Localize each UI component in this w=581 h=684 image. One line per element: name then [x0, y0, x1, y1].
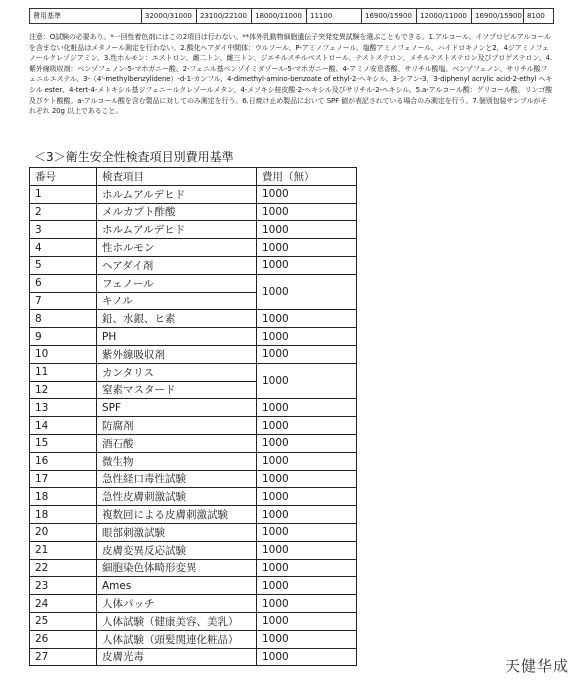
fee-standard-summary-table [29, 8, 554, 24]
table-row [30, 434, 357, 452]
table-row [30, 203, 357, 221]
row-fee: 1000 [257, 559, 357, 577]
row-item: 複数回による皮膚刺激試験 [97, 506, 257, 524]
row-item: 細胞染色体畸形変異 [97, 559, 257, 577]
row-fee: 1000 [257, 203, 357, 221]
row-fee: 1000 [257, 221, 357, 239]
row-number: 4 [30, 239, 97, 257]
row-number: 8 [30, 310, 97, 328]
table-row [30, 595, 357, 613]
row-item: 急性皮膚刺激試験 [97, 488, 257, 506]
row-fee: 1000 [257, 274, 357, 310]
row-item: フェノール [97, 274, 257, 292]
row-item: ホルムアルデヒド [97, 221, 257, 239]
row-fee: 1000 [257, 523, 357, 541]
header-fee: 費用（無） [257, 168, 357, 186]
row-number: 17 [30, 470, 97, 488]
row-fee: 1000 [257, 256, 357, 274]
table-row [30, 488, 357, 506]
row-item: 酒石酸 [97, 434, 257, 452]
row-item: 眼部刺激試験 [97, 523, 257, 541]
fee-standard-value: 18000/11000 [252, 9, 307, 24]
row-fee: 1000 [257, 577, 357, 595]
notes-text: 注意：O試験の必要あり。*一回性着色剤にはこの2項目は行わない。**体外乳動物細胞遺伝子突発変異試験を選ぶこともできる。1.アルコール、イソプロピルアルコールを含まない化粧品はメタノール測定を行わない。2.酸化ヘアダイ中間体：ウルソール、P-アミノフェノール、塩酸アミノフェノール、ハイドロキノンと2，4ジアミノフェノールクレゾジアミン。3.性ホルモン：エストロン、雌二トン、雌三トン、ジエチルスチルベストロール、テストステロン、メチルテストステロン及びプロゲステロン。4.紫外線吸収剤：ベンゾフェノン-5-マホガニー酸、2-フェニル基ベンゾイミダゾール-5-マホガニー酸、4-アミノ安息香酸、サリチル酸塩、ベンゾフェノン、サリチル酸フェニルエステル、3-（4'-methylbenzylidene）-d-1-カンフル、4-dimethyl-amino-benzoate of ethyl-2-ヘキシル、3-シアン-3，3-diphenyl acrylic acid-2-ethyl ヘキシル ester、4-tert-4-メトキシル基ジフェニールクレゾールメタン、4-メソキシ桂皮酸-2-ヘキシル及びサリチル-2-ヘキシル。5.a-アルコール酸：グリコール酸、リンゴ酸及びケト酸酸。a-アルコール酸を含む製品に対してのみ測定を行う。6.日焼け止め製品において SPF 値が表記されている場合のみ測定を行う。7.個別包装サンプルがそれぞれ 20g 以上であること。 [29, 33, 553, 116]
fee-standard-value: 32000/31000 [142, 9, 197, 24]
row-fee: 1000 [257, 648, 357, 666]
row-number: 24 [30, 595, 97, 613]
table-row [30, 630, 357, 648]
table-row [30, 399, 357, 417]
table-row [30, 239, 357, 257]
row-item: PH [97, 328, 257, 346]
row-number: 6 [30, 274, 97, 292]
table-row [30, 648, 357, 666]
row-item: ヘアダイ剤 [97, 256, 257, 274]
row-fee: 1000 [257, 417, 357, 435]
row-fee: 1000 [257, 239, 357, 257]
row-item: Ames [97, 577, 257, 595]
row-number: 10 [30, 345, 97, 363]
row-item: 皮膚光毒 [97, 648, 257, 666]
table-row [30, 506, 357, 524]
row-number: 26 [30, 630, 97, 648]
row-fee: 1000 [257, 310, 357, 328]
row-item: 人体試験（頭髪関連化粧品） [97, 630, 257, 648]
row-number: 7 [30, 292, 97, 310]
row-number: 3 [30, 221, 97, 239]
row-fee: 1000 [257, 470, 357, 488]
table-row [30, 523, 357, 541]
fee-standard-value: 16900/15900 [362, 9, 417, 24]
table-row [30, 577, 357, 595]
row-item: カンタリス [97, 363, 257, 381]
row-number: 12 [30, 381, 97, 399]
inspection-fee-table [29, 167, 357, 666]
row-item: 微生物 [97, 452, 257, 470]
row-number: 23 [30, 577, 97, 595]
table-row [30, 345, 357, 363]
row-number: 18 [30, 506, 97, 524]
row-item: メルカプト酢酸 [97, 203, 257, 221]
row-number: 15 [30, 434, 97, 452]
row-item: SPF [97, 399, 257, 417]
row-number: 21 [30, 541, 97, 559]
row-number: 5 [30, 256, 97, 274]
table-row [30, 310, 357, 328]
row-item: 防腐剤 [97, 417, 257, 435]
row-item: 皮膚変異反応試験 [97, 541, 257, 559]
table-row [30, 185, 357, 203]
row-fee: 1000 [257, 595, 357, 613]
table-row [30, 612, 357, 630]
row-fee: 1000 [257, 452, 357, 470]
row-fee: 1000 [257, 541, 357, 559]
table-row [30, 559, 357, 577]
row-item: 性ホルモン [97, 239, 257, 257]
row-number: 27 [30, 648, 97, 666]
row-fee: 1000 [257, 612, 357, 630]
row-number: 13 [30, 399, 97, 417]
table-header-row [30, 168, 357, 186]
row-fee: 1000 [257, 363, 357, 399]
row-item: キノル [97, 292, 257, 310]
header-item: 検査項目 [97, 168, 257, 186]
watermark-logo: 天健华成 [504, 657, 569, 675]
row-number: 20 [30, 523, 97, 541]
fee-standard-row [30, 9, 554, 24]
row-item: 急性経口毒性試験 [97, 470, 257, 488]
row-fee: 1000 [257, 328, 357, 346]
row-fee: 1000 [257, 399, 357, 417]
table-row [30, 328, 357, 346]
table-row [30, 221, 357, 239]
fee-standard-value: 11100 [307, 9, 362, 24]
row-number: 9 [30, 328, 97, 346]
table-row [30, 417, 357, 435]
notes-block [29, 32, 553, 117]
row-item: ホルムアルデヒド [97, 185, 257, 203]
row-number: 14 [30, 417, 97, 435]
table-row [30, 541, 357, 559]
row-number: 1 [30, 185, 97, 203]
section-title: ＜3＞衛生安全性検査項目別費用基準 [34, 150, 234, 164]
header-number: 番号 [30, 168, 97, 186]
row-item: 窒素マスタード [97, 381, 257, 399]
row-fee: 1000 [257, 630, 357, 648]
row-number: 25 [30, 612, 97, 630]
fee-standard-value: 16900/15900 [472, 9, 524, 24]
row-fee: 1000 [257, 434, 357, 452]
table-row [30, 363, 357, 381]
row-number: 11 [30, 363, 97, 381]
row-number: 18 [30, 488, 97, 506]
table-body [30, 185, 357, 666]
table-row [30, 470, 357, 488]
fee-standard-label: 費用基準 [30, 9, 142, 24]
fee-standard-value: 12000/11000 [417, 9, 472, 24]
row-number: 2 [30, 203, 97, 221]
fee-standard-value: 23100/22100 [197, 9, 252, 24]
fee-standard-value: 8100 [524, 9, 554, 24]
table-row [30, 256, 357, 274]
row-item: 人体試験（健康美容、美乳） [97, 612, 257, 630]
row-fee: 1000 [257, 506, 357, 524]
row-item: 鉛、水銀、ヒ素 [97, 310, 257, 328]
row-item: 紫外線吸収剤 [97, 345, 257, 363]
row-item: 人体パッチ [97, 595, 257, 613]
row-fee: 1000 [257, 345, 357, 363]
row-number: 16 [30, 452, 97, 470]
table-row [30, 452, 357, 470]
row-fee: 1000 [257, 185, 357, 203]
row-fee: 1000 [257, 488, 357, 506]
table-row [30, 274, 357, 292]
row-number: 22 [30, 559, 97, 577]
